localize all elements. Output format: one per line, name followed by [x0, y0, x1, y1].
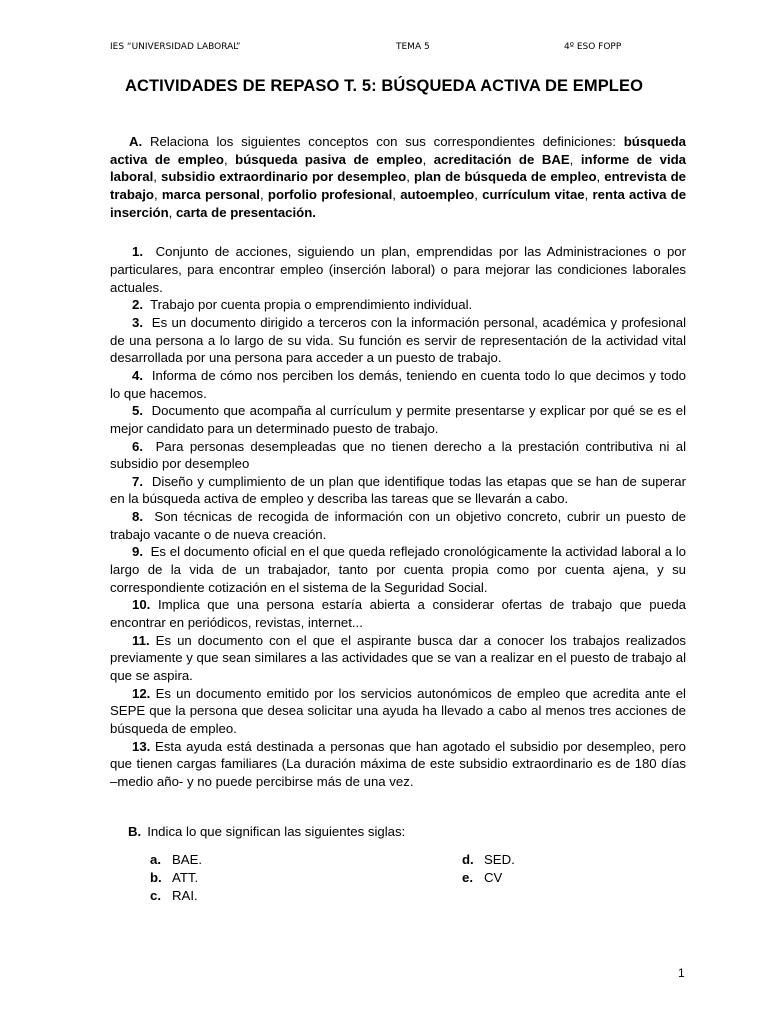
definition-item: [110, 508, 686, 543]
definition-item: [110, 596, 686, 631]
section-a: [110, 133, 686, 791]
item-text: Es un documento emitido por los servicios autonómicos de empleo que acredita ante el SEPE que la persona que desea solicitar una ayuda ha llevado a cabo al menos tres acciones de búsqueda de empleo.: [110, 685, 686, 736]
item-number: 12.: [132, 685, 151, 701]
item-text: Implica que una persona estaría abierta a considerar ofertas de trabajo que pueda encontrar en periódicos, revistas, internet...: [110, 597, 686, 631]
acronym-letter: c.: [150, 888, 161, 903]
header-school: IES “UNIVERSIDAD LABORAL”: [110, 42, 241, 52]
acronym-text: BAE.: [172, 852, 203, 867]
concept: búsqueda pasiva de empleo: [235, 151, 423, 167]
concept: entrevista de trabajo: [110, 169, 687, 202]
definition-item: [110, 738, 686, 791]
section-a-label: A.: [129, 134, 143, 149]
acronym-item: [462, 852, 515, 867]
item-text: Esta ayuda está destinada a personas que han agotado el subsidio por desempleo, pero que tienen cargas familiares (La duración máxima de este subsidio extraordinario es de 180 días –medio año- y no puede percibirse más de una vez.: [110, 738, 687, 789]
definition-item: [110, 367, 686, 402]
acronym-letter: b.: [150, 870, 162, 885]
acronym-letter: a.: [150, 852, 161, 867]
acronym-item: [462, 870, 502, 885]
section-b-intro: [128, 824, 405, 839]
acronym-text: ATT.: [172, 870, 199, 885]
definition-item: [110, 402, 686, 437]
concept: búsqueda activa de empleo: [110, 134, 686, 167]
item-number: 4.: [132, 367, 143, 383]
definition-item: [110, 296, 686, 314]
item-number: 10.: [132, 597, 151, 613]
concept: informe de vida laboral: [110, 151, 686, 185]
concept: renta activa de inserción: [110, 186, 687, 220]
concept: acreditación de BAE: [433, 151, 570, 167]
acronym-letter: d.: [462, 852, 474, 867]
item-number: 8.: [132, 509, 143, 525]
item-text: Diseño y cumplimiento de un plan que identifique todas las etapas que se han de superar en la búsqueda activa de empleo y describa las tareas que se llevarán a cabo.: [110, 473, 687, 507]
page-header: [110, 42, 684, 58]
header-course: 4º ESO FOPP: [564, 42, 622, 52]
page-number: 1: [678, 966, 685, 980]
section-b-label: B.: [128, 824, 142, 839]
acronym-item: [150, 870, 198, 885]
section-b-intro-text: Indica lo que significan las siguientes siglas:: [147, 824, 406, 839]
concept: autoempleo: [400, 186, 475, 202]
acronym-letter: e.: [462, 870, 473, 885]
item-text: Conjunto de acciones, siguiendo un plan, emprendidas por las Administraciones o por particulares, para encontrar empleo (inserción laboral) o para mejorar las condiciones laborales actuales.: [110, 244, 687, 295]
acronym-text: RAI.: [172, 888, 198, 903]
item-number: 2.: [132, 297, 143, 313]
item-number: 11.: [132, 632, 150, 648]
item-text: Es el documento oficial en el que queda reflejado cronológicamente la actividad laboral a lo largo de la vida de un trabajador, tanto por cuenta propia como por cuenta ajena, y su correspondiente cotización en el sistema de la Seguridad Social.: [110, 544, 687, 595]
definition-item: [110, 543, 686, 596]
item-text: Son técnicas de recogida de información con un objetivo concreto, cubrir un puesto de trabajo vacante o de nueva creación.: [110, 509, 686, 542]
definition-item: [110, 314, 686, 367]
concept: plan de búsqueda de empleo: [413, 169, 597, 185]
item-number: 1.: [132, 244, 143, 260]
header-topic: TEMA 5: [396, 42, 430, 52]
page-title: ACTIVIDADES DE REPASO T. 5: BÚSQUEDA ACTIVA DE EMPLEO: [124, 77, 644, 95]
item-text: Documento que acompaña al currículum y permite presentarse y explicar por qué se es el mejor candidato para un determinado puesto de trabajo.: [110, 403, 687, 436]
item-number: 7.: [132, 473, 143, 489]
item-text: Para personas desempleadas que no tienen derecho a la prestación contributiva ni al subsidio por desempleo: [110, 438, 686, 472]
section-a-intro-text: Relaciona los siguientes conceptos con sus correspondientes definiciones:: [150, 134, 616, 149]
item-text: Es un documento dirigido a terceros con la información personal, académica y profesional de una persona a lo largo de su vida. Su función es servir de representación de la actividad vital desarrollada por una persona para acceder a un puesto de trabajo.: [110, 314, 687, 366]
item-number: 5.: [132, 403, 143, 419]
item-text: Es un documento con el que el aspirante busca dar a conocer los trabajos realizados previamente y que sean similares a las actividades que se van a realizar en el puesto de trabajo al que se aspira.: [110, 632, 686, 684]
section-a-intro: A. Relaciona los siguientes conceptos con sus correspondientes definiciones: búsqueda activa de empleo, búsqueda pasiva de empleo, acreditación de BAE, informe de vida laboral, subsidio extraordinario por desempleo, plan de búsqueda de empleo, entrevista de trabajo, marca personal, porfolio profesional, autoempleo, currículum vitae, renta activa de inserción, carta de presentación.: [110, 134, 687, 220]
acronym-text: CV: [484, 870, 503, 885]
definition-item: [110, 685, 686, 738]
definition-item: [110, 243, 686, 296]
concept: subsidio extraordinario por desempleo: [160, 169, 407, 185]
acronym-item: [150, 888, 198, 903]
item-number: 9.: [132, 544, 143, 560]
definition-item: [110, 632, 686, 685]
concept: currículum vitae: [482, 186, 585, 202]
item-text: Informa de cómo nos perciben los demás, teniendo en cuenta todo lo que decimos y todo lo que hacemos.: [110, 367, 686, 401]
definition-item: [110, 473, 686, 508]
definition-item: [110, 438, 686, 473]
item-number: 13.: [132, 738, 151, 754]
concept: porfolio profesional: [267, 186, 393, 202]
concept: marca personal: [161, 186, 260, 202]
acronym-text: SED.: [484, 852, 515, 867]
item-number: 6.: [132, 438, 143, 454]
item-number: 3.: [132, 314, 143, 330]
concept: carta de presentación: [175, 204, 313, 220]
item-text: Trabajo por cuenta propia o emprendimiento individual.: [150, 297, 473, 313]
acronym-item: [150, 852, 202, 867]
